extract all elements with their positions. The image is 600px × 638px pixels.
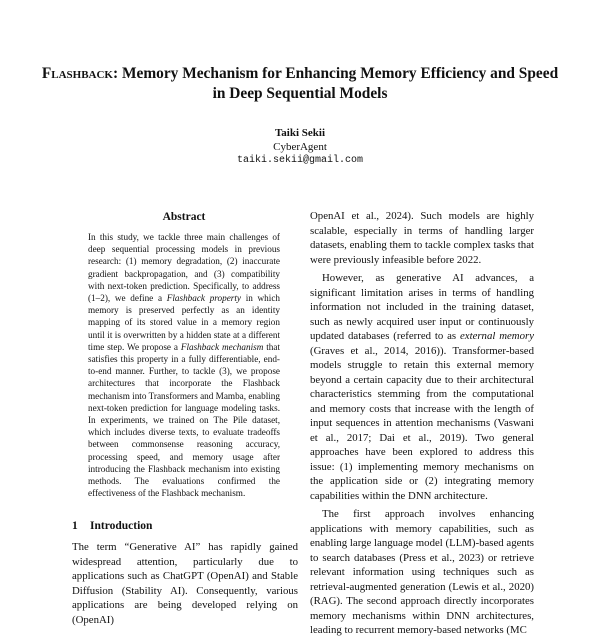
paper-title [40, 64, 560, 104]
abstract-text-2: in which memory is preserved perfectly as an identity mapping of its stored value in a memory region until it is overwritten by a hidden state at a different time step. We propose a [88, 293, 280, 352]
intro-paragraph [72, 540, 298, 627]
right-paragraph-approaches: The first approach involves enhancing applications with memory capabilities, such as enabling large language model (LLM)-based agents to search databases (Press et al., 2023) or retrieve relevant information using techniques such as retrieval-augmented generation (Lewis et al., 2020) (RAG). The second approach directly incorporates memory mechanisms within DNN architectures, leading to recurrent memory-based networks (MC [310, 508, 534, 636]
title-method-name: Flashback [41, 65, 113, 82]
abstract-body [88, 231, 280, 499]
author-affiliation: CyberAgent [273, 141, 327, 153]
section-number: 1 [72, 520, 78, 532]
author-name: Taiki Sekii [274, 127, 326, 139]
abstract-emphasis-1: Flashback property [166, 293, 241, 304]
limitation-text-1: However, as generative AI advances, a significant limitation arises in terms of handling information not included in the training dataset, such as newly acquired user input or continuously updated databases (referred to as [310, 272, 534, 342]
abstract-heading: Abstract [162, 211, 206, 223]
external-memory-term: external memory [459, 330, 534, 342]
right-paragraph-limitation [310, 271, 534, 503]
title-rest: : Memory Mechanism for Enhancing Memory Efficiency and Speed in Deep Sequential Models [112, 65, 559, 102]
abstract-text-3: that satisfies this property in a fully differentiable, end-to-end manner. Further, to tackle (3), we propose architectures that incorporate the Flashback mechanism into Transformers and Mamba, enabling next-token prediction for language modeling tasks. In experiments, we trained on The Pile dataset, which includes diverse texts, to evaluate tradeoffs between commonsense reasoning accuracy, processing speed, and memory usage after introducing the Flashback mechanism into existing methods. The evaluations confirmed the effectiveness of the Flashback mechanism. [88, 341, 281, 499]
intro-text: The term “Generative AI” has rapidly gained widespread attention, particularly due to applications such as ChatGPT (OpenAI) and Stable Diffusion (Stability AI). Consequently, various applications are being developed relying on (OpenAI) [72, 541, 298, 626]
abstract-text-1: In this study, we tackle three main challenges of deep sequential processing models in previous research: (1) memory degradation, (2) inaccurate gradient backpropagation, and (3) compatibility with next-token prediction. Specifically, to address (1–2), we define a [88, 232, 280, 304]
right-paragraph-continued: OpenAI et al., 2024). Such models are highly scalable, especially in terms of handling larger datasets, enabling them to tackle complex tasks that were previously infeasible before 2022. [310, 210, 534, 266]
limitation-text-2: (Graves et al., 2014, 2016)). Transformer-based models struggle to retain this external memory beyond a certain capacity due to their architectural characteristics stemming from the computational and memory costs that increase with the length of input sequences in attention mechanisms (Vaswani et al., 2017; Dai et al., 2019). Two general approaches have been explored to address this issue: (1) implementing memory mechanisms on the application side or (2) integrating memory capabilities within the DNN architecture. [310, 344, 534, 502]
right-column [310, 209, 534, 638]
author-email: taiki.sekii@gmail.com [236, 155, 364, 166]
section-title: Introduction [90, 520, 153, 532]
section-heading-introduction [72, 520, 152, 532]
abstract-emphasis-2: Flashback mechanism [180, 341, 264, 352]
